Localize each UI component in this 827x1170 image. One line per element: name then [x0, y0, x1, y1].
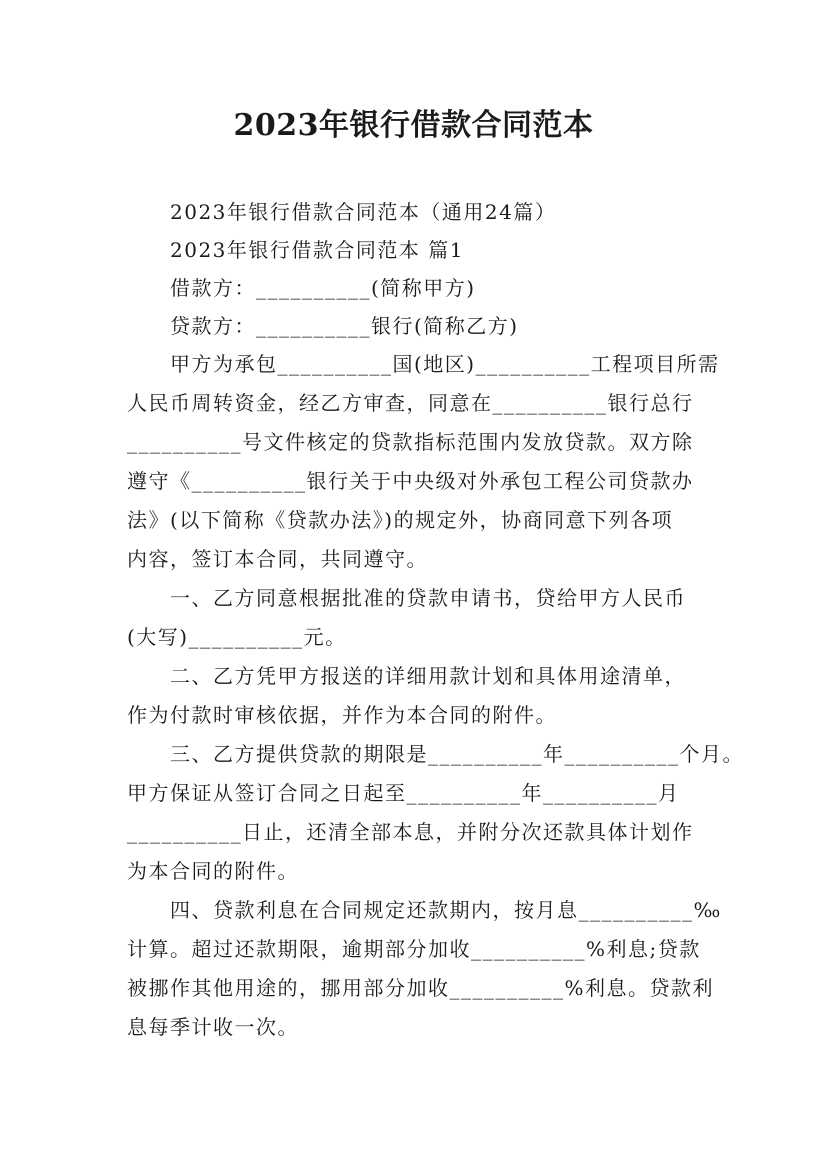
text-line: 甲方保证从签订合同之日起至__________年__________月: [127, 781, 680, 805]
text-line: 息每季计收一次。: [127, 1015, 299, 1039]
text-line: 被挪作其他用途的，挪用部分加收__________%利息。贷款利: [127, 976, 715, 1000]
text-line: 2023年银行借款合同范本（通用24篇）: [170, 200, 557, 224]
text-line: 三、乙方提供贷款的期限是__________年__________个月。: [170, 742, 744, 766]
text-line: 人民币周转资金，经乙方审查，同意在__________银行总行: [127, 391, 694, 415]
text-line: (大写)__________元。: [127, 625, 347, 649]
document-title: 2023年银行借款合同范本: [233, 108, 594, 143]
text-line: 贷款方：__________银行(简称乙方): [170, 314, 519, 338]
text-line: 内容，签订本合同，共同遵守。: [127, 547, 428, 571]
text-line: 为本合同的附件。: [127, 859, 299, 883]
text-line: 甲方为承包__________国(地区)__________工程项目所需: [170, 352, 720, 376]
text-line: 遵守《__________银行关于中央级对外承包工程公司贷款办: [127, 469, 694, 493]
text-line: 计算。超过还款期限，逾期部分加收__________%利息;贷款: [127, 937, 701, 961]
text-line: 2023年银行借款合同范本 篇1: [170, 238, 464, 262]
text-line: __________日止，还清全部本息，并附分次还款具体计划作: [127, 820, 694, 844]
text-line: 二、乙方凭甲方报送的详细用款计划和具体用途清单，: [170, 664, 686, 688]
text-line: 作为付款时审核依据，并作为本合同的附件。: [127, 703, 557, 727]
text-line: __________号文件核定的贷款指标范围内发放贷款。双方除: [127, 430, 694, 454]
text-line: 四、贷款利息在合同规定还款期内，按月息__________‰: [170, 898, 722, 922]
text-line: 借款方：__________(简称甲方): [170, 276, 476, 300]
text-line: 一、乙方同意根据批准的贷款申请书，贷给甲方人民币: [170, 586, 686, 610]
text-line: 法》(以下简称《贷款办法》)的规定外，协商同意下列各项: [127, 508, 674, 532]
